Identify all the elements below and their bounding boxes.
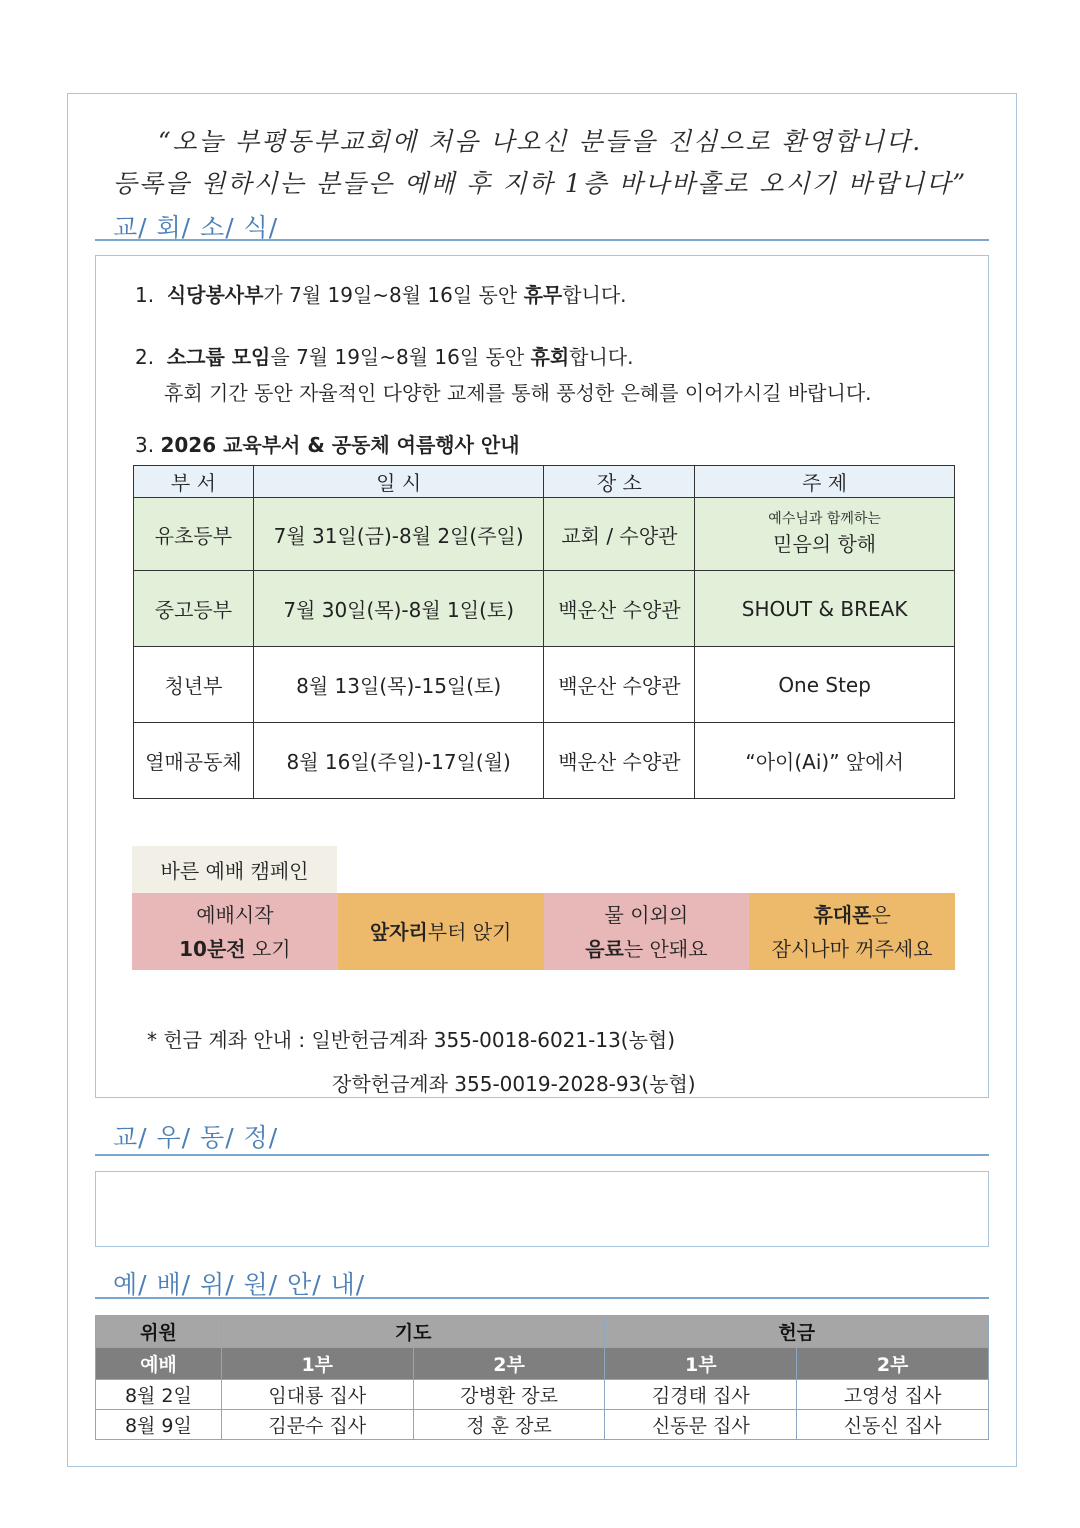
duty-roster-table bbox=[95, 1315, 989, 1440]
campaign-cell-phones-off bbox=[749, 893, 955, 970]
events-theme: “아이(Ai)” 앞에서 bbox=[695, 723, 955, 799]
news-section-title: 교/ 회/ 소/ 식/ bbox=[113, 213, 279, 242]
events-date: 7월 31일(금)-8월 2일(주일) bbox=[253, 498, 544, 571]
campaign-strip bbox=[132, 893, 955, 970]
events-header-row bbox=[134, 466, 955, 498]
duty-section-title: 예/ 배/ 위/ 원/ 안/ 내/ bbox=[113, 1270, 366, 1299]
members-box bbox=[95, 1171, 989, 1247]
duty-header-offering: 헌금 bbox=[605, 1316, 989, 1348]
duty-section-rule bbox=[95, 1297, 989, 1299]
duty-header-1st: 1부 bbox=[605, 1348, 797, 1380]
events-dept: 중고등부 bbox=[134, 571, 254, 647]
campaign-text: 음료는 안돼요 bbox=[585, 936, 708, 961]
duty-header-row-1 bbox=[96, 1316, 989, 1348]
campaign-cell-on-time bbox=[132, 893, 338, 970]
duty-header-prayer: 기도 bbox=[221, 1316, 605, 1348]
duty-prayer-1: 임대룡 집사 bbox=[221, 1380, 413, 1410]
welcome-line-2: 등록을 원하시는 분들은 예배 후 지하 1층 바나바홀로 오시기 바랍니다” bbox=[112, 169, 968, 198]
events-header-place: 장 소 bbox=[544, 466, 695, 498]
duty-date: 8월 2일 bbox=[96, 1380, 222, 1410]
campaign-text: 10분전 오기 bbox=[179, 936, 291, 961]
duty-prayer-1: 김문수 집사 bbox=[221, 1410, 413, 1440]
events-date: 8월 13일(목)-15일(토) bbox=[253, 647, 544, 723]
events-dept: 유초등부 bbox=[134, 498, 254, 571]
duty-header-service: 예배 bbox=[96, 1348, 222, 1380]
duty-row bbox=[96, 1380, 989, 1410]
events-theme-subtitle: 예수님과 함께하는 bbox=[768, 511, 881, 527]
duty-header-row-2 bbox=[96, 1348, 989, 1380]
welcome-line-1: “오늘 부평동부교회에 처음 나오신 분들을 진심으로 환영합니다. bbox=[157, 127, 923, 156]
events-theme-title: 믿음의 항해 bbox=[773, 532, 877, 556]
events-header-date: 일 시 bbox=[253, 466, 544, 498]
campaign-cell-front-seats bbox=[338, 893, 544, 970]
news-item-1: 1. 식당봉사부가 7월 19일~8월 16일 동안 휴무합니다. bbox=[135, 283, 627, 307]
news-item-2: 2. 소그룹 모임을 7월 19일~8월 16일 동안 휴회합니다. bbox=[135, 345, 634, 369]
campaign-text: 물 이외의 bbox=[604, 902, 689, 927]
events-dept: 열매공동체 bbox=[134, 723, 254, 799]
events-header-dept: 부 서 bbox=[134, 466, 254, 498]
duty-prayer-2: 정 훈 장로 bbox=[413, 1410, 605, 1440]
duty-header-2nd: 2부 bbox=[413, 1348, 605, 1380]
events-place: 교회 / 수양관 bbox=[544, 498, 695, 571]
events-header-theme: 주 제 bbox=[695, 466, 955, 498]
duty-offering-1: 신동문 집사 bbox=[605, 1410, 797, 1440]
events-date: 7월 30일(목)-8월 1일(토) bbox=[253, 571, 544, 647]
events-place: 백운산 수양관 bbox=[544, 647, 695, 723]
events-row bbox=[134, 498, 955, 571]
duty-header-2nd: 2부 bbox=[797, 1348, 989, 1380]
campaign-text: 잠시나마 꺼주세요 bbox=[771, 936, 933, 961]
events-date: 8월 16일(주일)-17일(월) bbox=[253, 723, 544, 799]
duty-date: 8월 9일 bbox=[96, 1410, 222, 1440]
duty-header-1st: 1부 bbox=[221, 1348, 413, 1380]
campaign-text: 휴대폰은 bbox=[813, 902, 891, 927]
events-theme: One Step bbox=[695, 647, 955, 723]
events-theme bbox=[695, 498, 955, 571]
campaign-cell-no-drinks bbox=[544, 893, 750, 970]
duty-offering-2: 고영성 집사 bbox=[797, 1380, 989, 1410]
events-place: 백운산 수양관 bbox=[544, 571, 695, 647]
news-item-3: 3. 2026 교육부서 & 공동체 여름행사 안내 bbox=[135, 433, 520, 457]
events-place: 백운산 수양관 bbox=[544, 723, 695, 799]
campaign-text: 앞자리부터 앉기 bbox=[369, 919, 512, 944]
duty-header-committee: 위원 bbox=[96, 1316, 222, 1348]
duty-offering-2: 신동신 집사 bbox=[797, 1410, 989, 1440]
offering-account-general: * 헌금 계좌 안내 : 일반헌금계좌 355-0018-6021-13(농협) bbox=[147, 1028, 676, 1052]
campaign-label: 바른 예배 캠페인 bbox=[132, 846, 337, 893]
duty-offering-1: 김경태 집사 bbox=[605, 1380, 797, 1410]
members-section-title: 교/ 우/ 동/ 정/ bbox=[113, 1123, 279, 1152]
summer-events-table bbox=[133, 465, 955, 799]
members-section-rule bbox=[95, 1154, 989, 1156]
duty-prayer-2: 강병환 장로 bbox=[413, 1380, 605, 1410]
duty-row bbox=[96, 1410, 989, 1440]
news-section-rule bbox=[95, 239, 989, 241]
events-row bbox=[134, 571, 955, 647]
offering-account-scholarship: 장학헌금계좌 355-0019-2028-93(농협) bbox=[332, 1072, 696, 1096]
events-dept: 청년부 bbox=[134, 647, 254, 723]
events-theme: SHOUT & BREAK bbox=[695, 571, 955, 647]
events-row bbox=[134, 647, 955, 723]
news-item-2-detail: 휴회 기간 동안 자율적인 다양한 교제를 통해 풍성한 은혜를 이어가시길 바랍니다. bbox=[164, 381, 872, 405]
campaign-text: 예배시작 bbox=[196, 902, 274, 927]
events-row bbox=[134, 723, 955, 799]
